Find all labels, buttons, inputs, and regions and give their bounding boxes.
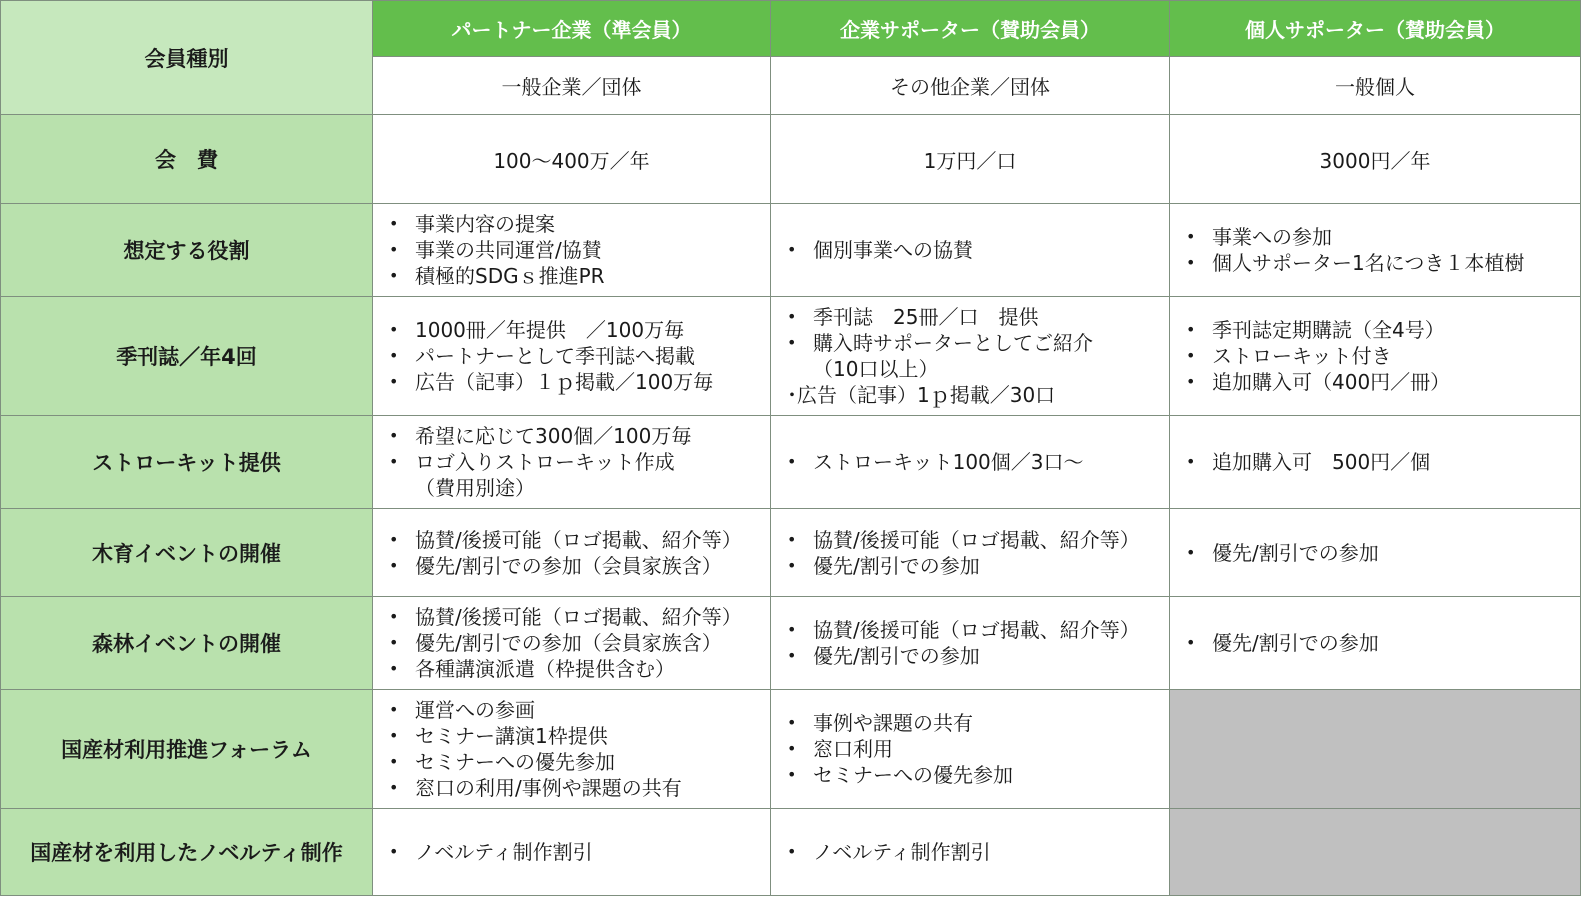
list-item: • 優先/割引での参加 — [1186, 540, 1580, 566]
row-label-forum: 国産材利用推進フォーラム — [1, 690, 373, 809]
magazine-corporate-supporter — [771, 297, 1170, 416]
role-individual-supporter — [1170, 204, 1581, 297]
fee-individual-supporter: 3000円／年 — [1170, 115, 1581, 204]
list-item: • 追加購入可（400円／冊） — [1186, 369, 1580, 395]
forest-event-individual-supporter — [1170, 597, 1581, 690]
bullet-list — [771, 304, 1169, 382]
list-item-continuation: （費用別途） — [415, 476, 535, 500]
novelty-individual-supporter-empty — [1170, 809, 1581, 896]
straw-kit-partner — [373, 416, 771, 509]
row-label-novelty: 国産材を利用したノベルティ制作 — [1, 809, 373, 896]
forum-individual-supporter-empty — [1170, 690, 1581, 809]
tier-subtitle-corporate-supporter: その他企業／団体 — [771, 57, 1170, 115]
list-item: • 希望に応じて300個／100万毎 — [389, 423, 770, 449]
bullet-list — [373, 317, 770, 395]
role-corporate-supporter — [771, 204, 1170, 297]
list-item: • 購入時サポーターとしてご紹介 — [787, 330, 1169, 356]
bullet-list — [373, 211, 770, 289]
list-item: • 個別事業への協賛 — [787, 237, 1169, 263]
list-item: • 優先/割引での参加（会員家族含） — [389, 553, 770, 579]
forest-event-partner — [373, 597, 771, 690]
novelty-partner — [373, 809, 771, 896]
list-item: • 優先/割引での参加 — [1186, 630, 1580, 656]
fee-corporate-supporter: 1万円／口 — [771, 115, 1170, 204]
list-item: • 協賛/後援可能（ロゴ掲載、紹介等） — [389, 604, 770, 630]
bullet-list — [771, 449, 1169, 475]
bullet-list — [1170, 540, 1580, 566]
bullet-list — [771, 839, 1169, 865]
list-item: • 優先/割引での参加 — [787, 553, 1169, 579]
bullet-list — [373, 839, 770, 865]
bullet-list — [373, 527, 770, 579]
list-item: • 広告（記事）１ｐ掲載／100万毎 — [389, 369, 770, 395]
forum-partner — [373, 690, 771, 809]
forest-event-corporate-supporter — [771, 597, 1170, 690]
list-item: • ロゴ入りストローキット作成 — [389, 449, 770, 475]
role-partner — [373, 204, 771, 297]
bullet-list — [771, 527, 1169, 579]
magazine-partner — [373, 297, 771, 416]
list-item: • 1000冊／年提供 ／100万毎 — [389, 317, 770, 343]
list-item: • 季刊誌定期購読（全4号） — [1186, 317, 1580, 343]
bullet-list — [1170, 317, 1580, 395]
list-item: • 各種講演派遣（枠提供含む） — [389, 656, 770, 682]
row-label-wood-event: 木育イベントの開催 — [1, 509, 373, 597]
list-item: • 季刊誌 25冊／口 提供 — [787, 304, 1169, 330]
list-item-continuation: （10口以上） — [813, 357, 939, 381]
list-item: • 個人サポーター1名につき１本植樹 — [1186, 250, 1580, 276]
list-item: • 事業への参加 — [1186, 224, 1580, 250]
bullet-list — [771, 617, 1169, 669]
tier-header-individual-supporter: 個人サポーター（賛助会員） — [1170, 1, 1581, 57]
bullet-list — [1170, 449, 1580, 475]
tier-header-corporate-supporter: 企業サポーター（賛助会員） — [771, 1, 1170, 57]
row-label-fee: 会 費 — [1, 115, 373, 204]
list-item: • 優先/割引での参加（会員家族含） — [389, 630, 770, 656]
list-item: • 事業内容の提案 — [389, 211, 770, 237]
list-item: • パートナーとして季刊誌へ掲載 — [389, 343, 770, 369]
bullet-list — [373, 604, 770, 682]
list-item: • 積極的SDGｓ推進PR — [389, 263, 770, 289]
list-item: • 事業の共同運営/協賛 — [389, 237, 770, 263]
list-item: • ストローキット100個／3口～ — [787, 449, 1169, 475]
straw-kit-corporate-supporter — [771, 416, 1170, 509]
straw-kit-individual-supporter — [1170, 416, 1581, 509]
bullet-list — [1170, 224, 1580, 276]
tier-subtitle-partner: 一般企業／団体 — [373, 57, 771, 115]
bullet-list — [1170, 630, 1580, 656]
bullet-list — [373, 423, 770, 501]
bullet-list — [373, 697, 770, 801]
row-label-role: 想定する役割 — [1, 204, 373, 297]
row-label-magazine: 季刊誌／年4回 — [1, 297, 373, 416]
forum-corporate-supporter — [771, 690, 1170, 809]
wood-event-individual-supporter — [1170, 509, 1581, 597]
list-item: • 協賛/後援可能（ロゴ掲載、紹介等） — [787, 617, 1169, 643]
bullet-list — [771, 710, 1169, 788]
bullet-list — [771, 237, 1169, 263]
list-item: • 窓口の利用/事例や課題の共有 — [389, 775, 770, 801]
list-item: • 運営への参画 — [389, 697, 770, 723]
fee-partner: 100～400万／年 — [373, 115, 771, 204]
list-item: • 協賛/後援可能（ロゴ掲載、紹介等） — [389, 527, 770, 553]
list-item: • 優先/割引での参加 — [787, 643, 1169, 669]
tier-header-partner: パートナー企業（準会員） — [373, 1, 771, 57]
list-item: • 事例や課題の共有 — [787, 710, 1169, 736]
wood-event-partner — [373, 509, 771, 597]
row-label-straw-kit: ストローキット提供 — [1, 416, 373, 509]
list-item: • 協賛/後援可能（ロゴ掲載、紹介等） — [787, 527, 1169, 553]
tier-subtitle-individual-supporter: 一般個人 — [1170, 57, 1581, 115]
wood-event-corporate-supporter — [771, 509, 1170, 597]
magazine-individual-supporter — [1170, 297, 1581, 416]
list-item: • ストローキット付き — [1186, 343, 1580, 369]
list-item: • 追加購入可 500円／個 — [1186, 449, 1580, 475]
corner-label: 会員種別 — [1, 1, 373, 115]
list-item: • 窓口利用 — [787, 736, 1169, 762]
ad-note: ･広告（記事）1ｐ掲載／30口 — [787, 383, 1056, 407]
row-label-forest-event: 森林イベントの開催 — [1, 597, 373, 690]
list-item: • ノベルティ制作割引 — [787, 839, 1169, 865]
novelty-corporate-supporter — [771, 809, 1170, 896]
list-item: • セミナー講演1枠提供 — [389, 723, 770, 749]
list-item: • セミナーへの優先参加 — [389, 749, 770, 775]
list-item: • セミナーへの優先参加 — [787, 762, 1169, 788]
list-item: • ノベルティ制作割引 — [389, 839, 770, 865]
